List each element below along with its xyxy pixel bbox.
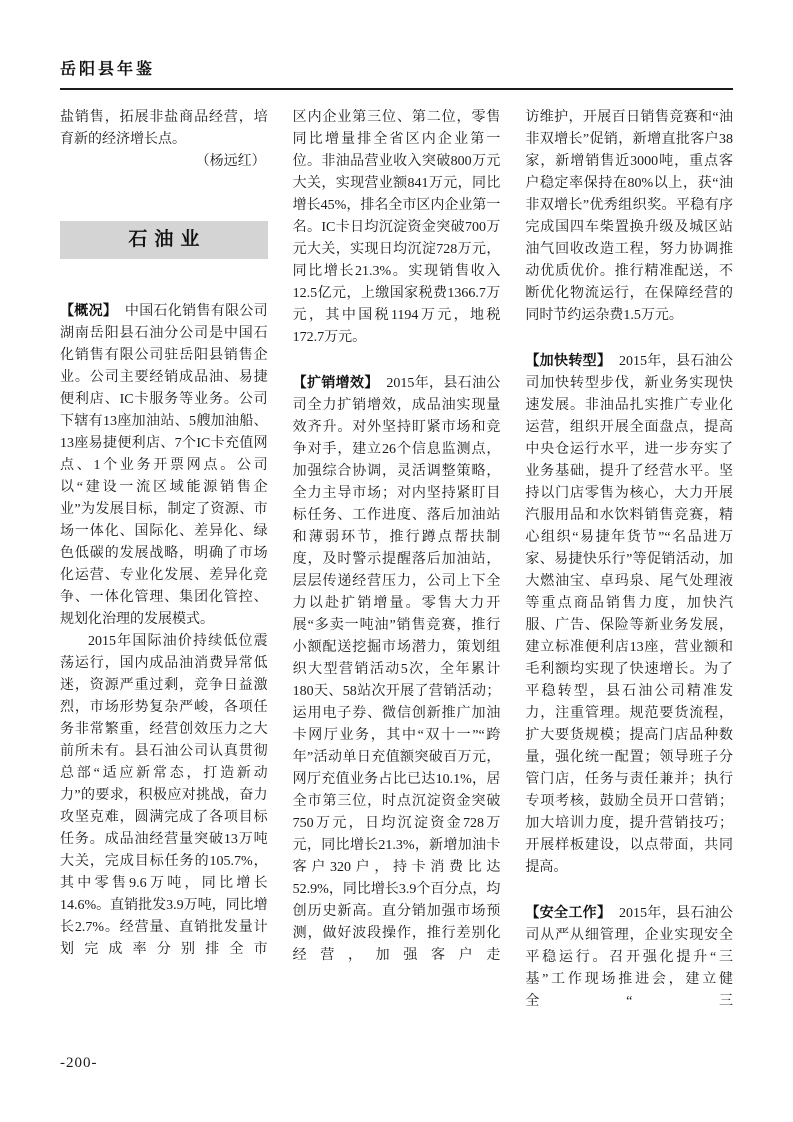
entry-transformation-text: 2015年，县石油公司加快转型步伐，新业务实现快速发展。非油品扎实推广专业化运营，组织开展全面盘点，提高中央仓运行水平，进一步夯实了业务基础，提升了经营水平。坚持以门店零售为核心，大力开展汽服用品和水饮料销售竞赛，精心组织“易捷年货节”“名品进万家、易捷快乐行”等促销活动，加大燃油宝、卓玛泉、尾气处理液等重点商品销售力度，加快汽服、广告、保险等新业务发展，建立标准便利店13座，营业额和毛利额均实现了快速增长。为了平稳转型，县石油公司精准发力，注重管理。规范要货流程，扩大要货规模；提高门店品种数量，强化统一配置；领导班子分管门店，任务与责任兼并；执行专项考核，鼓励全员开口营销；加大培训力度，提升营销技巧；开展样板建设，以点带面，共同提高。 xyxy=(525,354,734,875)
yearbook-title: 岳阳县年鉴 xyxy=(60,61,156,78)
entry-safety-label: 【安全工作】 xyxy=(525,904,612,920)
page-header xyxy=(60,56,733,90)
entry-overview-text: 中国石化销售有限公司湖南岳阳县石油分公司是中国石化销售有限公司驻岳阳县销售企业。公司主要经销成品油、易捷便利店、IC卡服务等业务。公司下辖有13座加油站、5艘加油船、13座易捷便利店、7个IC卡充值网点、1个业务开票网点。公司以“建设一流区域能源销售企业”为发展目标，制定了资源、市场一体化、国际化、差异化、绿色低碳的发展战略，明确了市场化运营、专业化发展、差异化竞争、一体化管理、集团化管控、规划化治理的发展模式。 xyxy=(60,304,268,627)
entry-safety-text: 2015年，县石油公司从严从细管理，企业实现安全平稳运行。召开强化提升“三基”工作现场推进会，建立健全“三 xyxy=(525,906,734,1009)
entry-overview xyxy=(60,299,268,631)
entry-safety xyxy=(525,901,733,1013)
carryover-paragraph: 盐销售，拓展非盐商品经营，培育新的经济增长点。 xyxy=(60,110,268,147)
section-title: 石油业 xyxy=(128,229,207,250)
carryover-paragraph: 区内企业第三位、第二位，零售同比增量排全省区内企业第一位。非油品营业收入突破800万元大关，实现营业额841万元，同比增长45%，排名全市区内企业第一名。IC卡日均沉淀资金突破700万元大关，实现日均沉淀728万元，同比增长21.3%。实现销售收入12.5亿元，上缴国家税费1366.7万元，其中国税1194万元，地税172.7万元。 xyxy=(292,110,501,345)
author-byline: （杨远红） xyxy=(195,154,266,169)
entry-transformation-label: 【加快转型】 xyxy=(525,352,612,368)
entry-expand-sales xyxy=(293,371,501,967)
section-title-box xyxy=(60,221,268,259)
column-1 xyxy=(60,107,268,1013)
carryover-paragraph: 访维护，开展百日销售竞赛和“油非双增长”促销，新增直批客户38家，新增销售近3000吨，重点客户稳定率保持在80%以上，获“油非双增长”优秀组织奖。平稳有序完成国四车柴置换升级及城区站油气回收改造工程，努力协调推动优质优价。推行精准配送，不断优化物流运行，在保障经营的同时节约运杂费1.5万元。 xyxy=(525,110,734,323)
entry-expand-sales-label: 【扩销增效】 xyxy=(292,374,379,390)
entry-transformation xyxy=(525,349,733,879)
article-columns xyxy=(60,107,733,1013)
overview-paragraph-2: 2015年国际油价持续低位震荡运行，国内成品油消费异常低迷，资源严重过剩，竞争日益激烈，市场形势复杂严峻，各项任务非常繁重，经营创效压力之大前所未有。县石油公司认真贯彻总部“适应新常态，打造新动力”的要求，积极应对挑战，奋力攻坚克难，圆满完成了各项目标任务。成品油经营量突破13万吨大关，完成目标任务的105.7%，其中零售9.6万吨，同比增长14.6%。直销批发3.9万吨，同比增长2.7%。经营量、直销批发量计划完成率分别排全市 xyxy=(60,634,268,957)
page-number: -200- xyxy=(60,1055,98,1071)
column-2 xyxy=(293,107,501,1013)
entry-overview-label: 【概况】 xyxy=(60,302,118,318)
column-3 xyxy=(525,107,733,1013)
entry-expand-sales-text: 2015年，县石油公司全力扩销增效，成品油实现量效齐升。对外坚持盯紧市场和竞争对手，建立26个信息监测点，加强综合协调，灵活调整策略，全力主导市场；对内坚持紧盯目标任务、工作进度、落后加油站和薄弱环节，推行蹲点帮扶制度，及时警示提醒落后加油站，层层传递经营压力，公司上下全力以赴扩销增量。零售大力开展“多卖一吨油”销售竞赛，推行小额配送挖掘市场潜力，策划组织大型营销活动5次，全年累计180天、58站次开展了营销活动；运用电子券、微信创新推广加油卡网厅业务，其中“双十一”“跨年”活动单日充值额突破百万元，网厅充值业务占比已达10.1%，居全市第三位，时点沉淀资金突破750万元，日均沉淀资金728万元，同比增长21.3%，新增加油卡客户320户，持卡消费比达52.9%，同比增长3.9个百分点，均创历史新高。直分销加强市场预测，做好波段操作，推行差别化经营，加强客户走 xyxy=(292,376,501,963)
